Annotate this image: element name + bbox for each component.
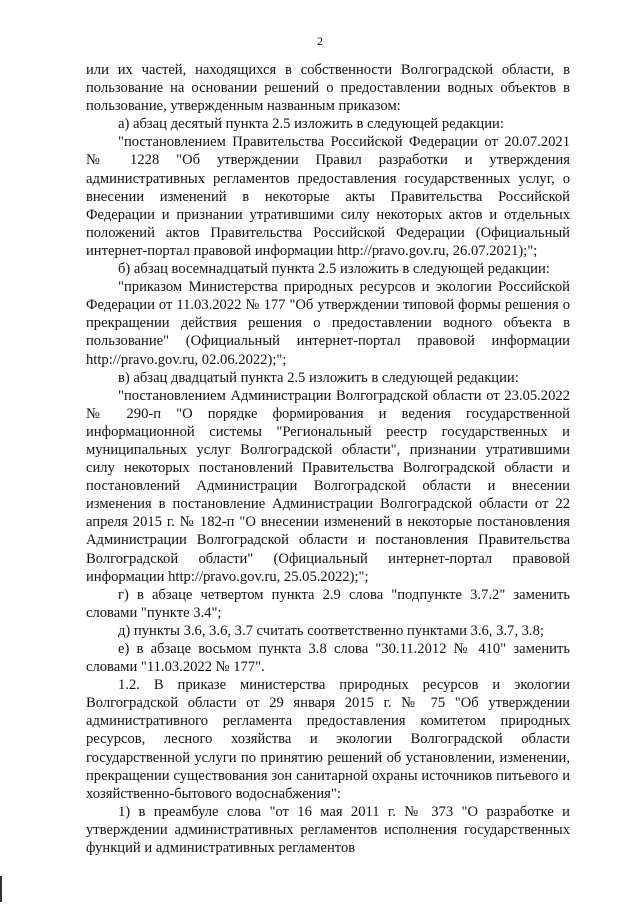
paragraph-quote-v: "постановлением Администрации Волгоградской области от 23.05.2022 № 290-п "О порядке формирования и ведения государственной информационной системы "Региональный реестр государственных и муниципальных услуг Волгоградской области", признании утратившими силу некоторых постановлений Правительства Волгоградской области и постановлений Администрации Волгоградской области и внесении изменения в постановление Администрации Волгоградской области от 22 апреля 2015 г. № 182-п "О внесении изменений в некоторые постановления Администрации Волгоградской области и постановления Правительства Волгоградской области" (Официальный интернет-портал правовой информации http://pravo.gov.ru, 25.05.2022);";: [86, 387, 570, 585]
paragraph-item-v: в) абзац двадцатый пункта 2.5 изложить в следующей редакции:: [118, 369, 519, 386]
paragraph-quote-b: "приказом Министерства природных ресурсов и экологии Российской Федерации от 11.03.2022 № 177 "Об утверждении типовой формы решения о прекращении действия решения о предоставлении водного объекта в пользование" (Официальный интернет-портал правовой информации http://pravo.gov.ru, 02.06.2022);";: [86, 279, 570, 368]
paragraph-item-d: д) пункты 3.6, 3.6, 3.7 считать соответственно пунктами 3.6, 3.7, 3.8;: [118, 622, 544, 639]
paragraph-item-g: г) в абзаце четвертом пункта 2.9 слова "подпункте 3.7.2" заменить словами "пункте 3.4";: [86, 586, 570, 621]
page-number: 2: [317, 34, 323, 48]
document-body: [86, 61, 570, 857]
paragraph-item-e: е) в абзаце восьмом пункта 3.8 слова "30.11.2012 № 410" заменить словами "11.03.2022 № 177".: [86, 641, 570, 676]
paragraph-section-1-2: 1.2. В приказе министерства природных ресурсов и экологии Волгоградской области от 29 января 2015 г. № 75 "Об утверждении административного регламента предоставления комитетом природных ресурсов, лесного хозяйства и экологии Волгоградской области государственной услуги по принятию решений об установлении, изменении, прекращении существования зон санитарной охраны источников питьевого и хозяйственно-бытового водоснабжения":: [86, 677, 570, 802]
paragraph-item-1: 1) в преамбуле слова "от 16 мая 2011 г. № 373 "О разработке и утверждении административных регламентов исполнения государственных функций и административных регламентов: [86, 803, 570, 857]
scan-margin-mark: [0, 876, 2, 902]
paragraph-quote-a: "постановлением Правительства Российской Федерации от 20.07.2021 № 1228 "Об утверждении Правил разработки и утверждения административных регламентов предоставления государственных услуг, о внесении изменений в некоторые акты Правительства Российской Федерации и признании утратившими силу некоторых актов и отдельных положений актов Правительства Российской Федерации (Официальный интернет-портал правовой информации http://pravo.gov.ru, 26.07.2021);";: [86, 134, 570, 259]
paragraph-item-b: б) абзац восемнадцатый пункта 2.5 изложить в следующей редакции:: [118, 261, 550, 278]
paragraph-item-a: а) абзац десятый пункта 2.5 изложить в следующей редакции:: [118, 116, 504, 133]
paragraph-continuation: или их частей, находящихся в собственности Волгоградской области, в пользование на основании решений о предоставлении водных объектов в пользование, утвержденным названным приказом:: [86, 62, 570, 115]
